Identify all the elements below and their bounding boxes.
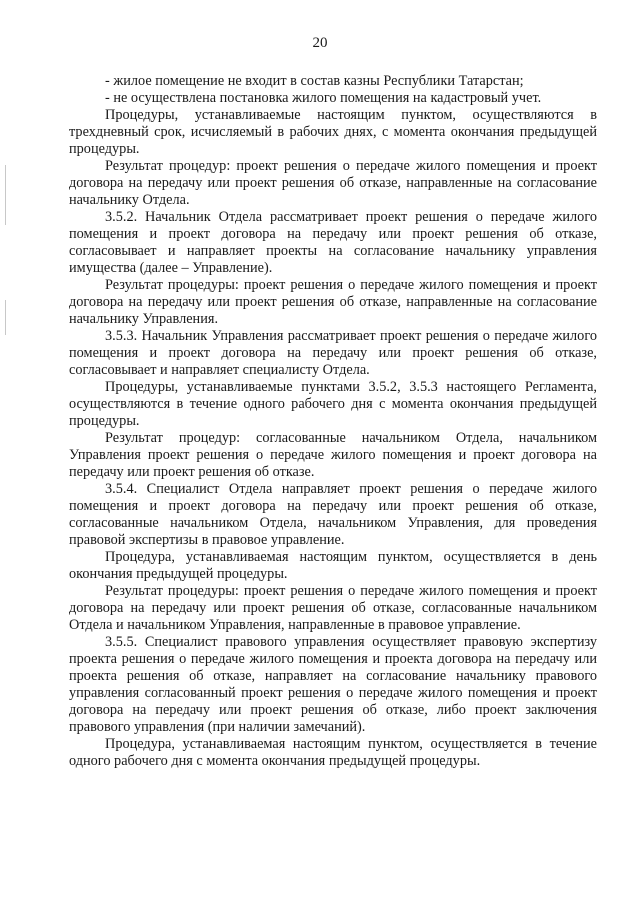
paragraph: Результат процедур: проект решения о передаче жилого помещения и проект договора на передачу или проект решения об отказе, направленные на согласование начальнику Отдела. bbox=[69, 158, 597, 208]
scan-margin-line bbox=[5, 300, 6, 335]
paragraph: Результат процедуры: проект решения о передаче жилого помещения и проект договора на передачу или проект решения об отказе, согласованные начальником Отдела и начальником Управления, направленные в правовое управление. bbox=[69, 583, 597, 633]
paragraph: 3.5.3. Начальник Управления рассматривает проект решения о передаче жилого помещения и проект договора на передачу или проект решения об отказе, согласовывает и направляет специалисту Отдела. bbox=[69, 328, 597, 378]
scan-margin-line bbox=[5, 165, 6, 225]
paragraph: 3.5.4. Специалист Отдела направляет проект решения о передаче жилого помещения и проект договора на передачу или проект решения об отказе, согласованные начальником Отдела, начальником Управления, для проведения правовой экспертизы в правовое управление. bbox=[69, 481, 597, 548]
page-number: 20 bbox=[312, 35, 328, 51]
paragraph: 3.5.5. Специалист правового управления осуществляет правовую экспертизу проекта решения о передаче жилого помещения и проекта договора на передачу или проекта решения об отказе, направляет на согласование начальнику правового управления согласованный проект решения о передаче жилого помещения и проект договора на передачу или проект решения об отказе, либо проект заключения правового управления (при наличии замечаний). bbox=[69, 634, 597, 735]
paragraph: - не осуществлена постановка жилого помещения на кадастровый учет. bbox=[105, 90, 542, 106]
paragraph: Процедуры, устанавливаемые настоящим пунктом, осуществляются в трехдневный срок, исчисляемый в рабочих днях, с момента окончания предыдущей процедуры. bbox=[69, 107, 597, 157]
paragraph: Процедуры, устанавливаемые пунктами 3.5.2, 3.5.3 настоящего Регламента, осуществляются в течение одного рабочего дня с момента окончания предыдущей процедуры. bbox=[69, 379, 597, 429]
paragraph: 3.5.2. Начальник Отдела рассматривает проект решения о передаче жилого помещения и проект договора на передачу или проект решения об отказе, согласовывает и направляет проекты на согласование начальнику управления имущества (далее – Управление). bbox=[69, 209, 597, 276]
paragraph: Процедура, устанавливаемая настоящим пунктом, осуществляется в течение одного рабочего дня с момента окончания предыдущей процедуры. bbox=[69, 736, 597, 769]
paragraph: Процедура, устанавливаемая настоящим пунктом, осуществляется в день окончания предыдущей процедуры. bbox=[69, 549, 597, 582]
document-body bbox=[69, 73, 597, 770]
paragraph: Результат процедур: согласованные начальником Отдела, начальником Управления проект решения о передаче жилого помещения и проект договора на передачу или проект решения об отказе. bbox=[69, 430, 597, 480]
paragraph: Результат процедуры: проект решения о передаче жилого помещения и проект договора на передачу или проект решения об отказе, направленные на согласование начальнику Управления. bbox=[69, 277, 597, 327]
paragraph: - жилое помещение не входит в состав казны Республики Татарстан; bbox=[105, 73, 524, 89]
